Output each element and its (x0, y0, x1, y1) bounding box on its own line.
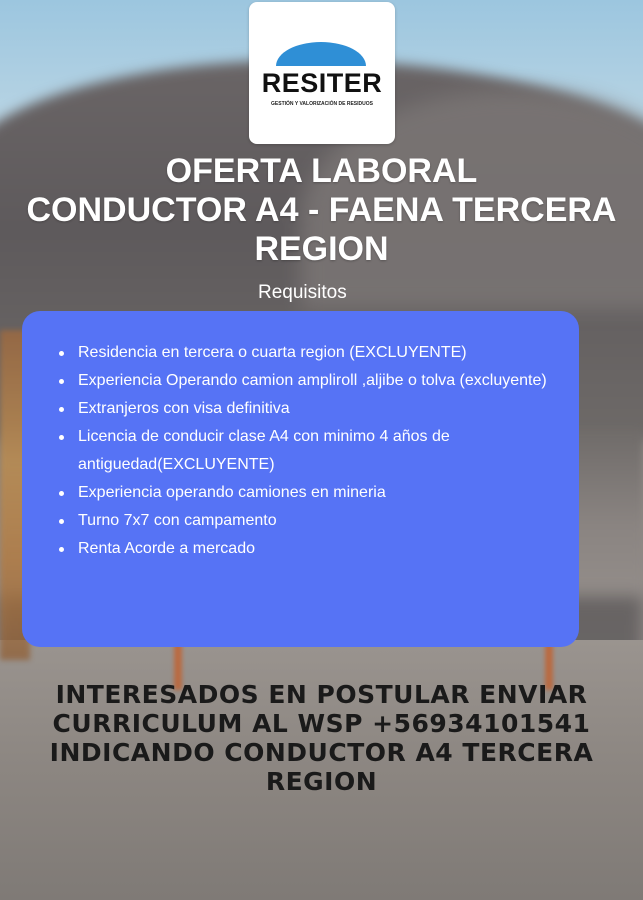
logo-tagline: GESTIÓN Y VALORIZACIÓN DE RESIDUOS (271, 101, 373, 107)
contact-line: INDICANDO CONDUCTOR A4 TERCERA (49, 738, 594, 767)
requirement-item: Renta Acorde a mercado (56, 535, 586, 563)
page-title (10, 152, 633, 269)
company-logo (249, 2, 395, 144)
contact-line: REGION (265, 767, 378, 796)
contact-instructions (10, 680, 633, 796)
requirement-item: Experiencia operando camiones en mineria (56, 479, 586, 507)
requirement-item: Experiencia Operando camion ampliroll ,aljibe o tolva (excluyente) (56, 367, 586, 395)
requirements-list (56, 339, 586, 563)
contact-line: CURRICULUM AL WSP +56934101541 (52, 709, 591, 738)
title-line: CONDUCTOR A4 - FAENA TERCERA (26, 191, 617, 229)
requirement-item: Residencia en tercera o cuarta region (EXCLUYENTE) (56, 339, 586, 367)
logo-arc-icon (276, 42, 366, 66)
requirement-item: Turno 7x7 con campamento (56, 507, 586, 535)
contact-line: INTERESADOS EN POSTULAR ENVIAR (55, 680, 588, 709)
requirement-item: Extranjeros con visa definitiva (56, 395, 586, 423)
requirement-item: Licencia de conducir clase A4 con minimo 4 años de antiguedad(EXCLUYENTE) (56, 423, 586, 479)
logo-name: RESITER (261, 68, 383, 98)
requirements-heading: Requisitos (258, 282, 347, 303)
title-line: OFERTA LABORAL (165, 152, 478, 190)
title-line: REGION (254, 230, 389, 268)
requirements-box (22, 311, 579, 647)
